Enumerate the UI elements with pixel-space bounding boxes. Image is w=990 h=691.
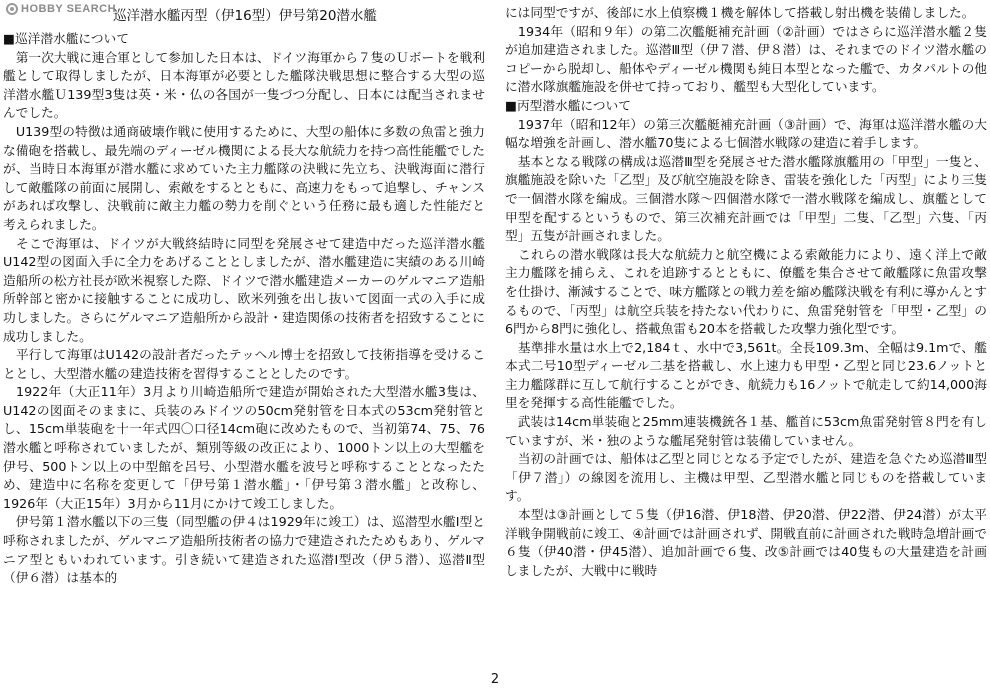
paragraph: 第一次大戦に連合軍として参加した日本は、ドイツ海軍から７隻のＵボートを戦利艦として取得しましたが、日本海軍が必要とした艦隊決戦思想に整合する大型の巡洋潜水艦Ｕ139型3隻は英・米・仏の各国が一隻づつ分配し、日本には配当されませんでした。 [3, 49, 485, 121]
paragraph: 1922年（大正11年）3月より川崎造船所で建造が開始された大型潜水艦3隻は、U142の図面そのままに、兵装のみドイツの50cm発射管を日本式の53cm発射管とし、15cm単装砲を十一年式四〇口径14cm砲に改めたもので、当初第74、75、76潜水艦と呼称されていましたが、類別等級の改正により、1000トン以上の大型艦を伊号、500トン以上の中型館を呂号、小型潜水艦を波号と呼称することとなったため、建造中に名称を変更して「伊号第１潜水艦」・「伊号第３潜水艦」と改称し、1926年（大正15年）3月から11月にかけて竣工しました。 [3, 384, 485, 511]
logo-text: HOBBY SEARCH [21, 3, 117, 15]
paragraph: そこで海軍は、ドイツが大戦終結時に同型を発展させて建造中だった巡洋潜水艦U142型の図面入手に全力をあげることとしましたが、潜水艦建造に実績のある川崎造船所の松方社長が欧米視察した際、ドイツで潜水艦建造メーカーのゲルマニア造船所幹部と密かに接触することに成功し、欧米列強を出し抜いて図面一式の入手に成功しました。さらにゲルマニア造船所から設計・建造関係の技術者を招致することに成功しました。 [3, 235, 485, 344]
page-title: 巡洋潜水艦丙型（伊16型）伊号第20潜水艦 [113, 8, 377, 24]
page-number: 2 [490, 672, 500, 687]
paragraph: 1937年（昭和12年）の第三次艦艇補充計画（③計画）で、海軍は巡洋潜水艦の大幅な増強を計画し、潜水艦70隻による七個潜水戦隊の建造に着手します。 [505, 116, 987, 151]
right-column [505, 4, 987, 580]
paragraph: これらの潜水戦隊は長大な航続力と航空機による索敵能力により、遠く洋上で敵主力艦隊を捕らえ、これを追跡するとともに、僚艦を集合させて敵艦隊に魚雷攻撃を仕掛け、漸減することで、味方艦隊との戦力差を縮め艦隊決戦を有利に導かんとするもので、「丙型」は航空兵装を持たない代わりに、魚雷発射管を「甲型・乙型」の6門から8門に強化し、搭載魚雷も20本を搭載した攻撃力強化型です。 [505, 246, 987, 337]
paragraph: 伊号第１潜水艦以下の三隻（同型艦の伊４は1929年に竣工）は、巡潜型水艦Ⅰ型と呼称されましたが、ゲルマニア造船所技術者の協力で建造されたためもあり、ゲルマニア型ともいわれています。引き続いて建造された巡潜Ⅰ型改（伊５潜）、巡潜Ⅱ型（伊６潜）は基本的 [3, 514, 485, 586]
paragraph: 武装は14cm単装砲と25mm連装機銃各１基、艦首に53cm魚雷発射管８門を有していますが、米・独のような艦尾発射管は装備していません。 [505, 414, 987, 448]
paragraph: U139型の特徴は通商破壊作戦に使用するために、大型の船体に多数の魚雷と強力な備砲を搭載し、最先端のディーゼル機関による長大な航続力を持つ高性能艦でしたが、当時日本海軍が潜水艦に求めていた主力艦隊の決戦に先立ち、決戦海面に潜行して敵艦隊の前面に展開し、索敵をするとともに、高速力をもって追撃し、チャンスがあれば攻撃し、決戦前に敵主力艦の勢力を削ぐという任務に最も適した性能だと考えられました。 [3, 123, 485, 232]
paragraph: 本型は③計画として５隻（伊16潜、伊18潜、伊20潜、伊22潜、伊24潜）が太平洋戦争開戦前に竣工、④計画では計画されず、開戦直前に計画された戦時急増計画で６隻（伊40潜・伊45潜）、追加計画で６隻、改⑤計画では40隻もの大量建造を計画しましたが、大戦中に戦時 [505, 507, 987, 578]
section-heading: ■巡洋潜水艦について [3, 31, 129, 46]
paragraph: 基本となる戦隊の構成は巡潜Ⅲ型を発展させた潜水艦隊旗艦用の「甲型」一隻と、旗艦施設を除いた「乙型」及び航空施設を除き、雷装を強化した「丙型」により三隻で一個潜水隊を編成。三個潜水隊～四個潜水隊で一潜水戦隊を編成し、旗艦として甲型を配するというもので、第三次補充計画では「甲型」二隻、「乙型」六隻、「丙型」五隻が計画されました。 [505, 153, 987, 244]
paragraph: には同型ですが、後部に水上偵察機１機を解体して搭載し射出機を装備しました。 [505, 5, 975, 20]
paragraph: 基準排水量は水上で2,184ｔ、水中で3,561t。全長109.3m、全幅は9.1mで、艦本式二号10型ディーゼル二基を搭載し、水上速力も甲型・乙型と同じ23.6ノットと主力艦隊群に互して航行することができ、航続力も16ノットで航走して約14,000海里を発揮する高性能艦でした。 [505, 339, 987, 411]
section-heading: ■丙型潜水艦について [505, 97, 631, 113]
paragraph: 1934年（昭和９年）の第二次艦艇補充計画（②計画）ではさらに巡洋潜水艦２隻が追加建造されました。巡潜Ⅲ型（伊７潜、伊８潜）は、それまでのドイツ潜水艦のコピーから脱却し、船体やディーゼル機関も純日本型となった艦で、カタパルトの他に潜水隊旗艦施設を併せて持っており、艦型も大型化しています。 [505, 23, 987, 95]
left-column [3, 30, 485, 588]
paragraph: 当初の計画では、船体は乙型と同じとなる予定でしたが、建造を急ぐため巡潜Ⅲ型「伊７潜」）の線図を流用し、主機は甲型、乙型潜水艦と同じものを搭載しています。 [505, 451, 987, 504]
paragraph: 平行して海軍はU142の設計者だったテッヘル博士を招致して技術指導を受けることとし、大型潜水艦の建造技術を習得することとしたのです。 [3, 347, 485, 381]
